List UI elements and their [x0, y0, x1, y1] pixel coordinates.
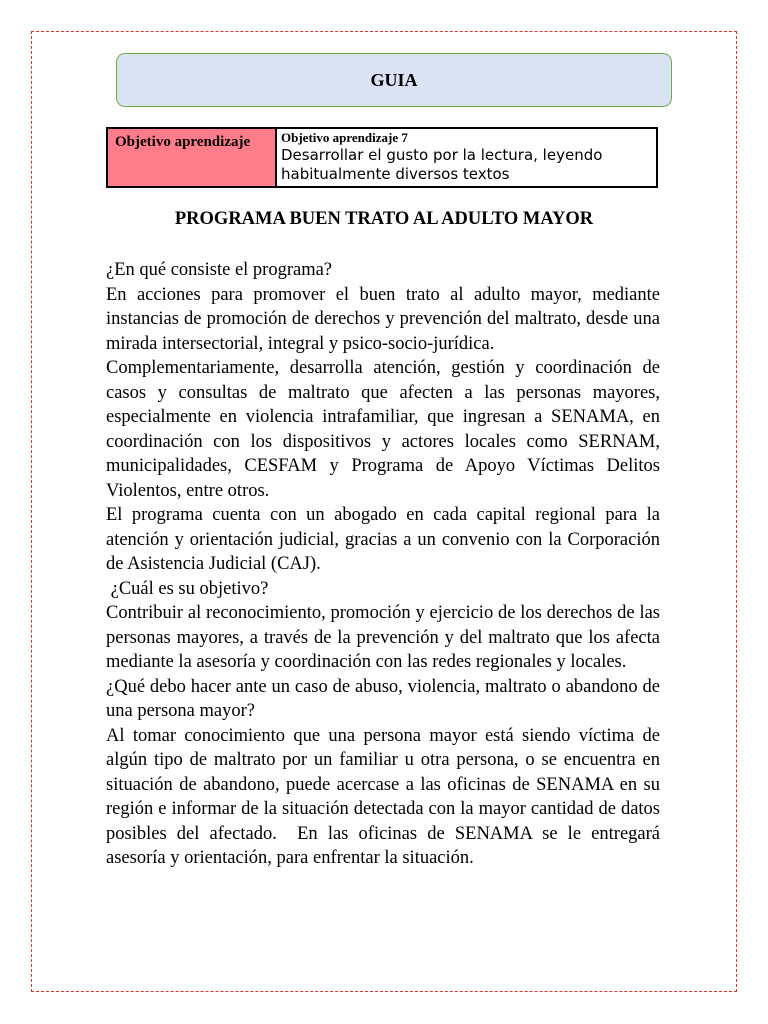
objective-table	[106, 127, 658, 188]
objective-text: Desarrollar el gusto por la lectura, leyendo habitualmente diversos textos	[281, 146, 603, 183]
objective-content-cell	[276, 128, 657, 187]
body-text	[106, 258, 665, 871]
paragraph-1: En acciones para promover el buen trato al adulto mayor, mediante instancias de promoción de derechos y prevención del maltrato, desde una mirada intersectorial, integral y psico-socio-jurídica.	[106, 284, 660, 354]
objective-label: Objetivo aprendizaje	[115, 134, 251, 150]
objective-label-cell	[107, 128, 276, 187]
question-1: ¿En qué consiste el programa?	[106, 260, 333, 280]
guide-title: GUIA	[370, 69, 418, 90]
title-box	[116, 53, 672, 107]
program-title: PROGRAMA BUEN TRATO AL ADULTO MAYOR	[174, 209, 594, 229]
paragraph-5: Al tomar conocimiento que una persona mayor está siendo víctima de algún tipo de maltrato por un familiar u otra persona, o se encuentra en situación de abandono, puede acercase a las oficinas de SENAMA en su región e informar de la situación detectada con la mayor cantidad de datos posibles del afectado. En las oficinas de SENAMA se le entregará asesoría y orientación, para enfrentar la situación.	[106, 725, 665, 868]
paragraph-4: Contribuir al reconocimiento, promoción y ejercicio de los derechos de las personas mayores, a través de la prevención y del maltrato que los afecta mediante la asesoría y coordinación con las redes regionales y locales.	[106, 603, 660, 672]
objective-heading: Objetivo aprendizaje 7	[281, 130, 408, 145]
question-2: ¿Cuál es su objetivo?	[106, 578, 269, 599]
paragraph-2: Complementariamente, desarrolla atención, gestión y coordinación de casos y consultas de maltrato que afecten a las personas mayores, especialmente en violencia intrafamiliar, que ingresan a SENAMA, en coordinación con los dispositivos y actores locales como SERNAM, municipalidades, CESFAM y Programa de Apoyo Víctimas Delitos Violentos, entre otros.	[106, 358, 660, 501]
question-3: ¿Qué debo hacer ante un caso de abuso, violencia, maltrato o abandono de una persona mayor?	[106, 676, 660, 721]
paragraph-3: El programa cuenta con un abogado en cada capital regional para la atención y orientación judicial, gracias a un convenio con la Corporación de Asistencia Judicial (CAJ).	[106, 505, 660, 574]
